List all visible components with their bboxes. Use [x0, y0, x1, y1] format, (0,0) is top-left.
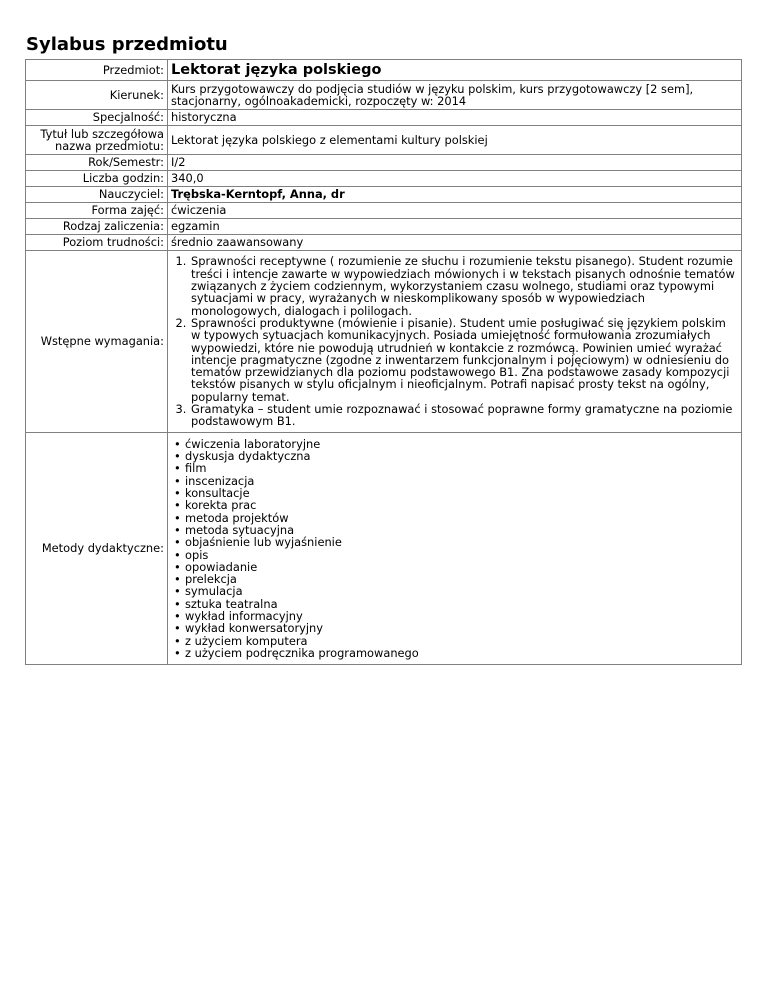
- value-zaliczenie: egzamin: [168, 219, 742, 235]
- label-metody: Metody dydaktyczne:: [26, 433, 168, 665]
- bullet-icon: •: [174, 633, 181, 648]
- label-rok: Rok/Semestr:: [26, 155, 168, 171]
- label-godziny: Liczba godzin:: [26, 171, 168, 187]
- row-wymagania: [26, 251, 742, 433]
- metody-item-label: korekta prac: [185, 498, 257, 513]
- syllabus-table: [25, 59, 742, 665]
- label-forma: Forma zajęć:: [26, 203, 168, 219]
- metody-item: [174, 449, 738, 464]
- row-tytul: [26, 126, 742, 155]
- bullet-icon: •: [174, 449, 181, 464]
- value-nauczyciel: Trębska-Kerntopf, Anna, dr: [168, 187, 742, 203]
- wymagania-item: 1. Sprawności receptywne ( rozumienie ze słuchu i rozumienie tekstu pisanego). Student rozumie treści i intencje zawarte w wypowiedziach mówionych i w tekstach pisanych odnośnie tematów związanych z życiem codziennym, wykorzystaniem czasu wolnego, studiami oraz typowymi sytuacjami w pracy, wyrażanych w nieskomplikowany sposób w wypowiedziach monologowych, dialogach i polilogach.: [190, 255, 738, 316]
- value-tytul: Lektorat języka polskiego z elementami kultury polskiej: [168, 126, 742, 155]
- metody-item-label: konsultacje: [185, 486, 250, 501]
- bullet-icon: •: [174, 436, 181, 451]
- metody-item-label: film: [185, 461, 207, 476]
- row-zaliczenie: [26, 219, 742, 235]
- bullet-icon: •: [174, 645, 181, 660]
- metody-item: [174, 486, 738, 501]
- row-przedmiot: [26, 60, 742, 81]
- bullet-icon: •: [174, 608, 181, 623]
- metody-item-label: dyskusja dydaktyczna: [185, 449, 311, 464]
- metody-item-label: z użyciem podręcznika programowanego: [185, 645, 419, 660]
- row-forma: [26, 203, 742, 219]
- bullet-icon: •: [174, 559, 181, 574]
- metody-item-label: metoda sytuacyjna: [185, 522, 295, 537]
- value-poziom: średnio zaawansowany: [168, 235, 742, 251]
- metody-item: [174, 572, 738, 587]
- value-wymagania: [168, 251, 742, 433]
- metody-item-label: sztuka teatralna: [185, 596, 278, 611]
- bullet-icon: •: [174, 596, 181, 611]
- wymagania-item: 2. Sprawności produktywne (mówienie i pisanie). Student umie posługiwać się językiem polskim w typowych sytuacjach komunikacyjnych. Posiada umiejętność formułowania zrozumiałych wypowiedzi, które nie powodują utrudnień w kontakcie z rozmówcą. Powinien umieć wyrażać intencje pragmatyczne (zgodne z inwentarzem funkcjonalnym i pojęciowym) w odniesieniu do tematów przewidzianych dla poziomu podstawowego B1. Zna podstawowe zasady kompozycji tekstów pisanych w stylu oficjalnym i nieoficjalnym. Potrafi napisać prosty tekst na ogólny, popularny temat.: [190, 317, 738, 403]
- metody-item: [174, 461, 738, 476]
- row-metody: [26, 433, 742, 665]
- bullet-icon: •: [174, 621, 181, 636]
- label-kierunek: Kierunek:: [26, 81, 168, 110]
- metody-item: [174, 547, 738, 562]
- metody-item: [174, 535, 738, 550]
- metody-item-label: opowiadanie: [185, 559, 258, 574]
- metody-item: [174, 645, 738, 660]
- value-rok: I/2: [168, 155, 742, 171]
- metody-item-label: z użyciem komputera: [185, 633, 308, 648]
- metody-item: [174, 473, 738, 488]
- row-rok: [26, 155, 742, 171]
- label-poziom: Poziom trudności:: [26, 235, 168, 251]
- metody-item-label: wykład konwersatoryjny: [185, 621, 324, 636]
- wymagania-item: 3. Gramatyka – student umie rozpoznawać i stosować poprawne formy gramatyczne na poziomie podstawowym B1.: [190, 403, 738, 428]
- bullet-icon: •: [174, 510, 181, 525]
- metody-item-label: opis: [185, 547, 209, 562]
- page-title: Sylabus przedmiotu: [26, 34, 228, 55]
- metody-item-label: metoda projektów: [185, 510, 289, 525]
- label-zaliczenie: Rodzaj zaliczenia:: [26, 219, 168, 235]
- label-nauczyciel: Nauczyciel:: [26, 187, 168, 203]
- metody-list: [171, 438, 738, 659]
- bullet-icon: •: [174, 547, 181, 562]
- value-specjalnosc: historyczna: [168, 110, 742, 126]
- value-forma: ćwiczenia: [168, 203, 742, 219]
- bullet-icon: •: [174, 473, 181, 488]
- wymagania-list: [171, 255, 738, 427]
- label-przedmiot: Przedmiot:: [26, 60, 168, 81]
- bullet-icon: •: [174, 572, 181, 587]
- value-przedmiot: Lektorat języka polskiego: [168, 60, 742, 81]
- bullet-icon: •: [174, 584, 181, 599]
- row-poziom: [26, 235, 742, 251]
- label-tytul: Tytuł lub szczegółowa nazwa przedmiotu:: [26, 126, 168, 155]
- value-metody: [168, 433, 742, 665]
- bullet-icon: •: [174, 498, 181, 513]
- value-kierunek: Kurs przygotowawczy do podjęcia studiów w języku polskim, kurs przygotowawczy [2 sem], stacjonarny, ogólnoakademicki, rozpoczęty w: 2014: [168, 81, 742, 110]
- row-kierunek: [26, 81, 742, 110]
- metody-item-label: symulacja: [185, 584, 243, 599]
- bullet-icon: •: [174, 461, 181, 476]
- metody-item-label: prelekcja: [185, 572, 237, 587]
- row-nauczyciel: [26, 187, 742, 203]
- bullet-icon: •: [174, 486, 181, 501]
- row-godziny: [26, 171, 742, 187]
- metody-item-label: wykład informacyjny: [185, 608, 303, 623]
- metody-item-label: objaśnienie lub wyjaśnienie: [185, 535, 342, 550]
- label-wymagania: Wstępne wymagania:: [26, 251, 168, 433]
- metody-item-label: inscenizacja: [185, 473, 255, 488]
- bullet-icon: •: [174, 522, 181, 537]
- row-specjalnosc: [26, 110, 742, 126]
- label-specjalnosc: Specjalność:: [26, 110, 168, 126]
- metody-item-label: ćwiczenia laboratoryjne: [185, 436, 321, 451]
- bullet-icon: •: [174, 535, 181, 550]
- metody-item: [174, 559, 738, 574]
- value-godziny: 340,0: [168, 171, 742, 187]
